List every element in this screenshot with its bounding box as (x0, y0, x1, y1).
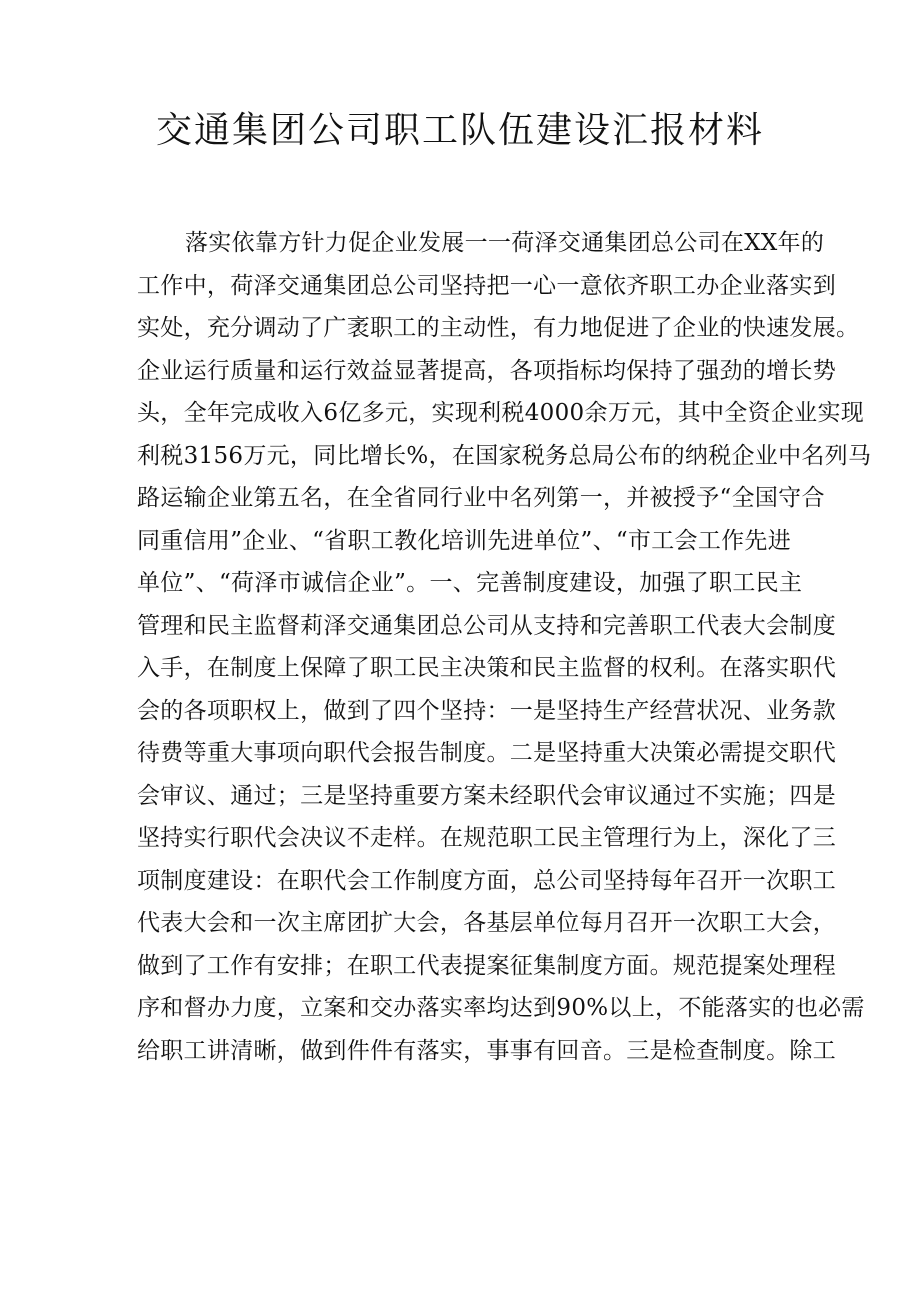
body-line: 项制度建设：在职代会工作制度方面，总公司坚持每年召开一次职工 (137, 867, 836, 894)
body-line: 单位”、“荷泽市诚信企业”。一、完善制度建设，加强了职工民主 (137, 570, 803, 596)
body-line: 利税3156万元，同比增长%，在国家税务总局公布的纳税企业中名列马 (137, 442, 872, 469)
body-line: 会审议、通过；三是坚持重要方案未经职代会审议通过不实施；四是 (137, 782, 836, 809)
body-line: 序和督办力度，立案和交办落实率均达到90%以上，不能落实的也必需 (137, 995, 865, 1021)
body-line: 会的各项职权上，做到了四个坚持：一是坚持生产经营状况、业务款 (137, 697, 836, 724)
document-body (137, 222, 872, 1072)
body-line: 路运输企业第五名，在全省同行业中名列第一，并被授予“全国守合 (137, 485, 825, 511)
body-line: 管理和民主监督莉泽交通集团总公司从支持和完善职工代表大会制度 (137, 612, 836, 639)
body-line: 企业运行质量和运行效益显著提高，各项指标均保持了强劲的增长势 (137, 357, 836, 384)
body-line: 实处，充分调动了广袤职工的主动性，有力地促进了企业的快速发展。 (137, 315, 860, 341)
body-line: 头，全年完成收入6亿多元，实现利税4000余万元，其中全资企业实现 (137, 400, 865, 426)
body-line: 工作中，荷泽交通集团总公司坚持把一心一意依齐职工办企业落实到 (137, 272, 836, 299)
body-line: 待费等重大事项向职代会报告制度。二是坚持重大决策必需提交职代 (137, 740, 836, 766)
body-line: 同重信用”企业、“省职工教化培训先进单位”、“市工会工作先进 (137, 527, 792, 554)
body-line: 入手，在制度上保障了职工民主决策和民主监督的权利。在落实职代 (137, 655, 836, 681)
document-title: 交通集团公司职工队伍建设汇报材料 (155, 110, 764, 151)
body-line: 做到了工作有安排；在职工代表提案征集制度方面。规范提案处理程 (137, 952, 836, 979)
body-line: 坚持实行职代会决议不走样。在规范职工民主管理行为上，深化了三 (137, 825, 836, 851)
body-line: 给职工讲清晰，做到件件有落实，事事有回音。三是检查制度。除工 (137, 1037, 836, 1064)
body-line: 代表大会和一次主席团扩大会，各基层单位每月召开一次职工大会， (137, 910, 836, 936)
body-line: 落实依靠方针力促企业发展一一荷泽交通集团总公司在XX年的 (185, 230, 825, 256)
